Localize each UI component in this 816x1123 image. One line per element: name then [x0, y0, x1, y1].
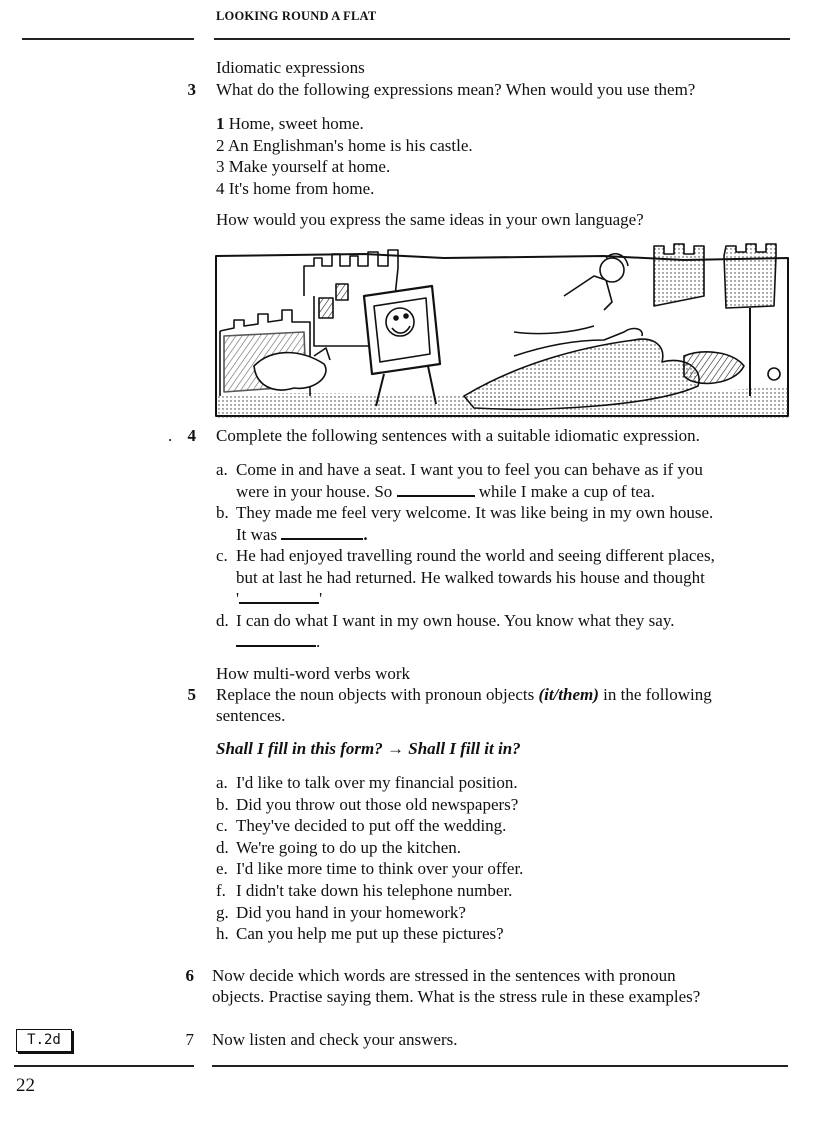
question-4-instruction: Complete the following sentences with a suitable idiomatic expression. — [216, 426, 700, 445]
example-sentence: Shall I fill in this form? → Shall I fill it in? — [216, 739, 521, 758]
list-item: 1 Home, sweet home. — [216, 114, 364, 133]
list-item: h. Can you help me put up these pictures? — [216, 924, 504, 944]
list-item-continuation: ' ' — [236, 589, 323, 608]
list-item-continuation: . — [216, 631, 796, 653]
list-item-continuation: It was . — [236, 524, 368, 544]
question-3-number: 3 — [187, 80, 196, 99]
list-item: d. We're going to do up the kitchen. — [216, 837, 462, 857]
tape-reference-badge: T.2d — [16, 1029, 72, 1052]
list-item: c. He had enjoyed travelling round the world and seeing different places, — [216, 546, 715, 565]
footer-rule-left — [14, 1065, 194, 1067]
exercise-4-marker: . — [168, 426, 173, 445]
multiword-items — [216, 772, 523, 945]
list-item: f. I didn't take down his telephone number. — [216, 880, 513, 900]
answer-blank[interactable] — [397, 494, 475, 497]
list-item: b. They made me feel very welcome. It was like being in my own house. — [216, 503, 714, 522]
idioms-heading: Idiomatic expressions — [216, 58, 365, 77]
question-7-text: Now listen and check your answers. — [212, 1030, 458, 1049]
list-item: c. They've decided to put off the wedding. — [216, 816, 507, 836]
header-rule-right — [214, 38, 790, 40]
question-6-line-2: objects. Practise saying them. What is the stress rule in these examples? — [212, 987, 701, 1006]
list-item: d. I can do what I want in my own house. You know what they say. — [216, 610, 675, 630]
list-item: e. I'd like more time to think over your offer. — [216, 859, 524, 879]
answer-blank[interactable] — [236, 644, 316, 647]
list-item-continuation: were in your house. So while I make a cup of tea. — [236, 481, 655, 501]
question-6-number: 6 — [185, 966, 194, 985]
question-5-number: 5 — [187, 685, 196, 704]
question-3-text: What do the following expressions mean? When would you use them? — [216, 80, 696, 99]
castle-home-illustration — [214, 236, 790, 420]
exercise-4-items — [216, 459, 796, 653]
list-item-continuation: but at last he had returned. He walked towards his house and thought — [236, 567, 705, 587]
list-item: 2 An Englishman's home is his castle. — [216, 135, 473, 155]
answer-blank[interactable] — [281, 537, 363, 540]
list-item: b. Did you throw out those old newspapers? — [216, 794, 519, 814]
footer-rule-right — [212, 1065, 788, 1067]
question-7-number: 7 — [185, 1030, 194, 1049]
running-title: LOOKING ROUND A FLAT — [216, 9, 377, 23]
answer-blank[interactable] — [239, 601, 319, 604]
list-item: 4 It's home from home. — [216, 178, 375, 198]
question-6-line-1: Now decide which words are stressed in the sentences with pronoun — [212, 966, 676, 985]
question-5-line-1: Replace the noun objects with pronoun objects (it/them) in the following — [216, 685, 712, 704]
header-rule-left — [22, 38, 194, 40]
list-item: g. Did you hand in your homework? — [216, 902, 466, 922]
multiword-heading: How multi-word verbs work — [216, 664, 411, 683]
idiom-list — [216, 113, 473, 199]
list-item: a. Come in and have a seat. I want you to feel you can behave as if you — [216, 460, 703, 479]
question-5-line-2: sentences. — [216, 706, 286, 725]
list-item: 3 Make yourself at home. — [216, 157, 391, 176]
question-4-number: 4 — [187, 426, 196, 445]
list-item: a. I'd like to talk over my financial position. — [216, 773, 518, 792]
idioms-follow-up: How would you express the same ideas in your own language? — [216, 210, 644, 229]
page-number: 22 — [16, 1075, 35, 1096]
